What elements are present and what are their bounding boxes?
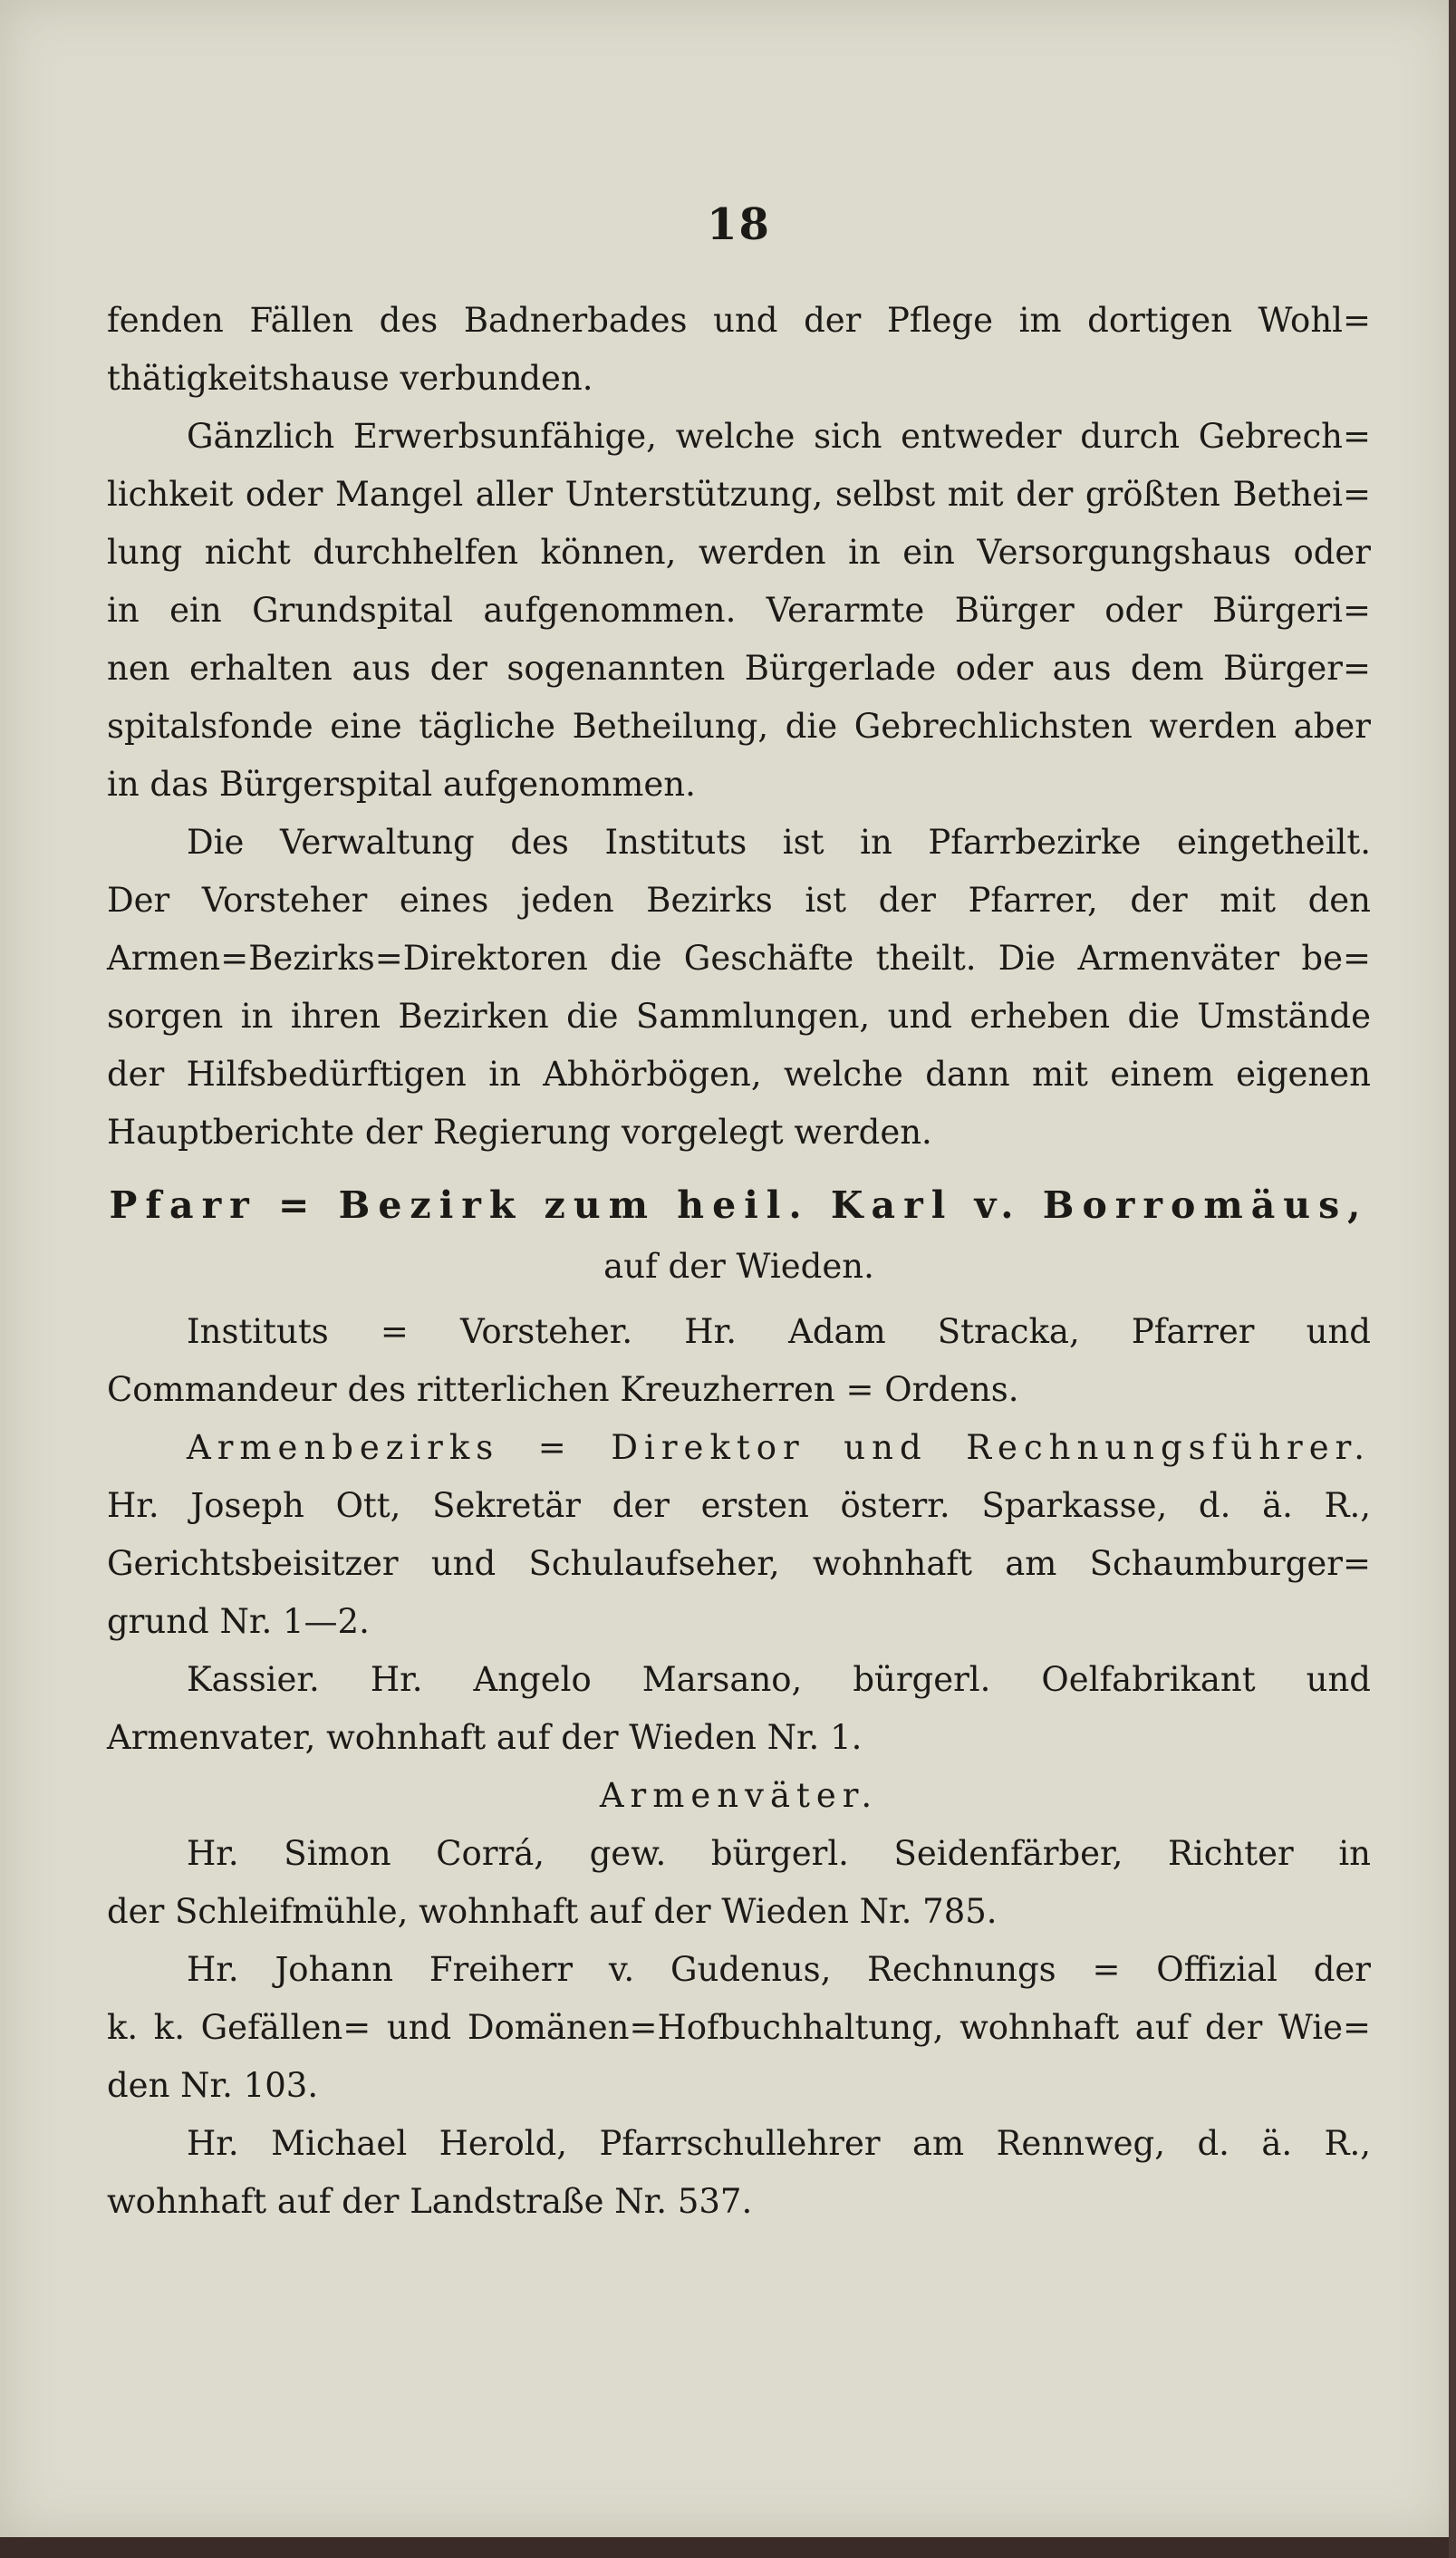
text-line: lung nicht durchhelfen können, werden in ein Versorgungshaus oder: [107, 533, 1371, 572]
text-line: Armenbezirks = Direktor und Rechnungsführer.: [187, 1428, 1371, 1467]
text-line: Gerichtsbeisitzer und Schulaufseher, wohnhaft am Schaumburger=: [107, 1544, 1371, 1583]
text-line: Hr. Simon Corrá, gew. bürgerl. Seidenfärber, Richter in: [187, 1834, 1371, 1873]
section-subheading: auf der Wieden.: [603, 1247, 874, 1286]
text-line: Armen=Bezirks=Direktoren die Geschäfte theilt. Die Armenväter be=: [107, 939, 1371, 978]
list-heading: Armenväter.: [599, 1776, 879, 1815]
page-number: 18: [707, 199, 771, 250]
text-line: der Hilfsbedürftigen in Abhörbögen, welche dann mit einem eigenen: [107, 1055, 1371, 1094]
text-line: den Nr. 103.: [107, 2066, 319, 2105]
text-line: thätigkeitshause verbunden.: [107, 359, 593, 398]
text-line: in ein Grundspital aufgenommen. Verarmte Bürger oder Bürgeri=: [107, 591, 1371, 630]
text-line: Gänzlich Erwerbsunfähige, welche sich entweder durch Gebrech=: [187, 417, 1371, 456]
text-line: sorgen in ihren Bezirken die Sammlungen, und erheben die Umstände: [107, 997, 1371, 1036]
text-line: Hauptberichte der Regierung vorgelegt werden.: [107, 1113, 932, 1152]
text-line: Hr. Michael Herold, Pfarrschullehrer am Rennweg, d. ä. R.,: [187, 2124, 1371, 2163]
text-line: der Schleifmühle, wohnhaft auf der Wieden Nr. 785.: [107, 1892, 998, 1931]
text-line: Commandeur des ritterlichen Kreuzherren = Ordens.: [107, 1370, 1019, 1409]
text-line: Kassier. Hr. Angelo Marsano, bürgerl. Oelfabrikant und: [187, 1660, 1371, 1699]
page-bottom-edge: [0, 2537, 1456, 2558]
text-line: Hr. Joseph Ott, Sekretär der ersten österr. Sparkasse, d. ä. R.,: [107, 1486, 1371, 1525]
text-line: Instituts = Vorsteher. Hr. Adam Stracka, Pfarrer und: [187, 1312, 1371, 1351]
text-line: Der Vorsteher eines jeden Bezirks ist der Pfarrer, der mit den: [107, 881, 1371, 920]
text-line: in das Bürgerspital aufgenommen.: [107, 765, 696, 804]
text-line: Hr. Johann Freiherr v. Gudenus, Rechnungs = Offizial der: [187, 1950, 1371, 1989]
text-line: nen erhalten aus der sogenannten Bürgerlade oder aus dem Bürger=: [107, 649, 1371, 688]
text-line: Die Verwaltung des Instituts ist in Pfarrbezirke eingetheilt.: [187, 823, 1371, 862]
text-line: spitalsfonde eine tägliche Betheilung, die Gebrechlichsten werden aber: [107, 707, 1371, 746]
text-line: fenden Fällen des Badnerbades und der Pflege im dortigen Wohl=: [107, 301, 1371, 340]
text-line: k. k. Gefällen= und Domänen=Hofbuchhaltung, wohnhaft auf der Wie=: [107, 2008, 1371, 2047]
section-heading: Pfarr = Bezirk zum heil. Karl v. Borromäus,: [109, 1183, 1369, 1227]
text-line: lichkeit oder Mangel aller Unterstützung, selbst mit der größten Bethei=: [107, 475, 1371, 514]
text-line: wohnhaft auf der Landstraße Nr. 537.: [107, 2182, 753, 2221]
page-right-edge: [1449, 0, 1456, 2558]
text-line: Armenvater, wohnhaft auf der Wieden Nr. 1.: [107, 1718, 863, 1757]
text-line: grund Nr. 1—2.: [107, 1602, 370, 1641]
